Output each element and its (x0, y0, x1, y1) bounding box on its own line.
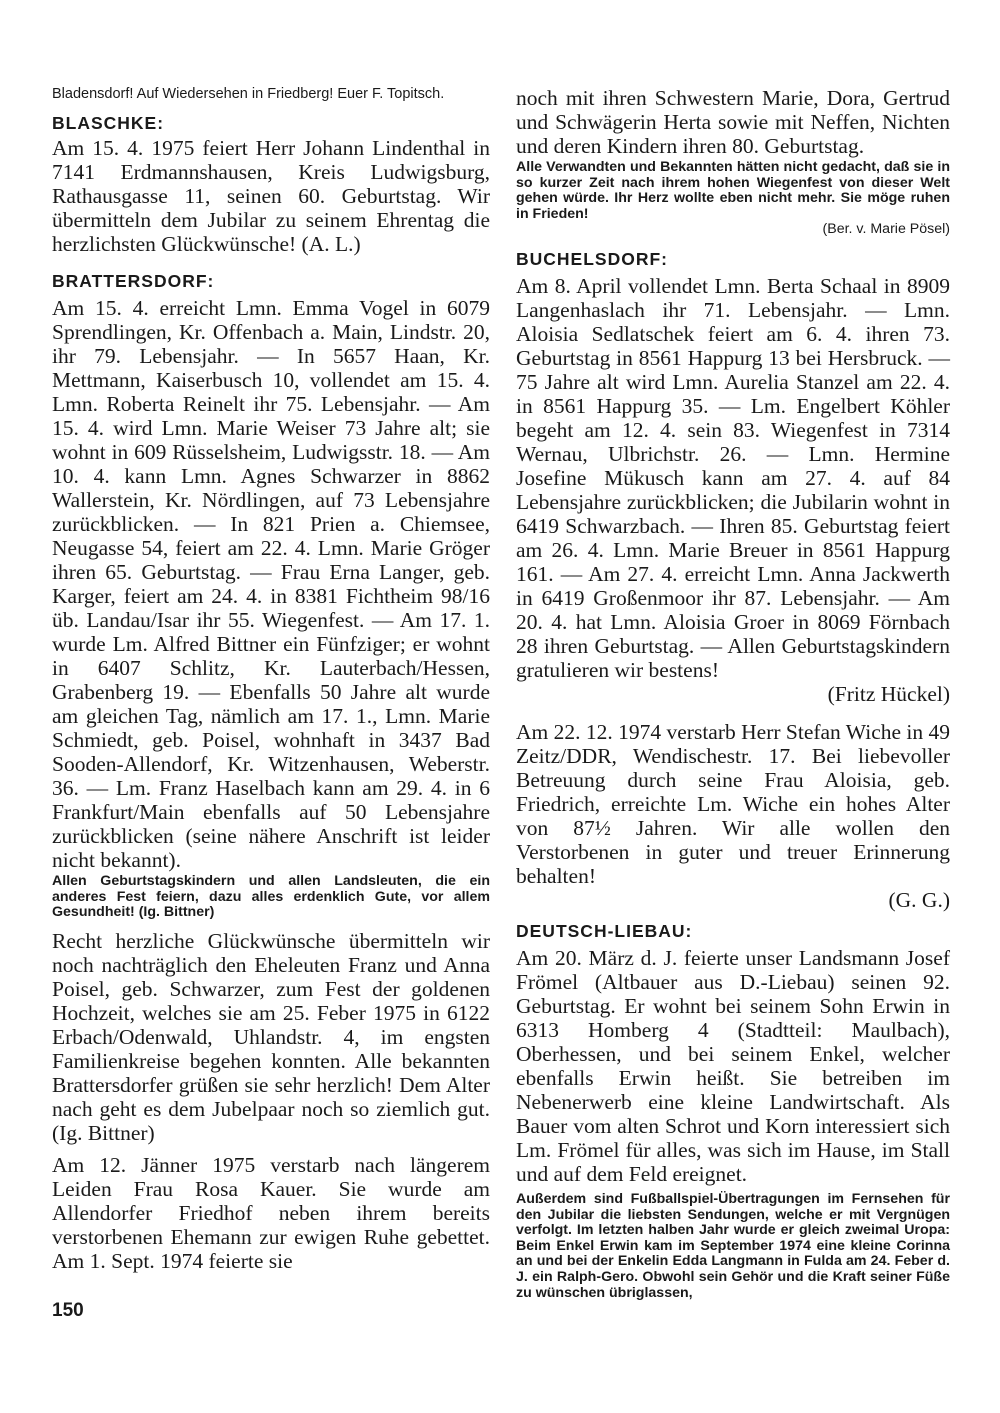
page-number: 150 (52, 1300, 84, 1321)
wiche-paragraph: Am 22. 12. 1974 verstarb Herr Stefan Wiche in 49 Zeitz/DDR, Wendischestr. 17. Bei liebevoller Betreuung durch seine Frau Aloisia, geb. Friedrich, erreichte Lm. Wiche ein hohes Alter von 87½ Jahren. Wir alle wollen den Verstorbenen in guter und treuer Erinnerung behalten! (516, 719, 951, 888)
left-column (52, 86, 490, 1273)
section-heading-deutsch-liebau: DEUTSCH-LIEBAU: (516, 920, 693, 941)
right-column (516, 86, 950, 1301)
continued-paragraph: noch mit ihren Schwestern Marie, Dora, Gertrud und Schwägerin Herta sowie mit Neffen, Nichten und deren Kindern ihren 80. Geburtstag. (516, 86, 950, 158)
intro-text: Bladensdorf! Auf Wiedersehen in Friedberg! Euer F. Topitsch. (52, 86, 445, 102)
brattersdorf-paragraph: Am 15. 4. erreicht Lmn. Emma Vogel in 6079 Sprendlingen, Kr. Offenbach a. Main, Lindstr. 20, ihr 79. Lebensjahr. — In 5657 Haan, Kr. Mettmann, Kaiserbusch 10, vollendet am 15. 4. Lmn. Roberta Reinelt ihr 75. Lebensjahr. — Am 15. 4. wird Lmn. Marie Weiser 73 Jahre alt; sie wohnt in 609 Rüsselsheim, Ludwigsstr. 18. — Am 10. 4. kann Lmn. Agnes Schwarzer in 8862 Wallerstein, Kr. Nördlingen, auf 73 Lebensjahre zurückblicken. — In 821 Prien a. Chiemsee, Neugasse 54, feiert am 22. 4. Lmn. Marie Gröger ihren 65. Geburtstag. — Frau Erna Langer, geb. Karger, feiert am 24. 4. in 8381 Fichtheim 98/16 üb. Landau/Isar ihr 55. Wiegenfest. — Am 17. 1. wurde Lm. Alfred Bittner ein Fünfziger; er wohnt in 6407 Schlitz, Kr. Lauterbach/Hessen, Grabenberg 19. — Ebenfalls 50 Jahre alt wurde am gleichen Tag, nämlich am 17. 1., Lmn. Marie Schmiedt, geb. Poisel, wohnhaft in 3437 Bad Sooden-Allendorf, Kr. Witzenhausen, Weberstr. 36. — Lm. Franz Haselbach kann am 29. 4. in 6 Frankfurt/Main ebenfalls auf 50 Lebensjahre zurückblicken (seine nähere Anschrift ist leider nicht bekannt). (52, 296, 490, 872)
deutsch-liebau-note: Außerdem sind Fußballspiel-Übertragungen im Fernsehen für den Jubilar die liebsten Sendungen, welche er mit Vergnügen verfolgt. Im letzten halben Jahr wurde er gleich zweimal Uropa: Beim Enkel Erwin kam im September 1974 eine kleine Corinna an und bei der Enkelin Edda Langmann in Fulda am 24. Feber d. J. ein Ralph-Gero. Obwohl sein Gehör und die Kraft seiner Füße zu wünschen übriglassen, (516, 1190, 950, 1301)
buchelsdorf-paragraph: Am 8. April vollendet Lmn. Berta Schaal in 8909 Langenhaslach ihr 71. Lebensjahr. — Lmn. Aloisia Sedlatschek feiert am 6. 4. ihren 73. Geburtstag in 8561 Happurg 13 bei Hersbruck. — 75 Jahre alt wird Lmn. Aurelia Stanzel am 22. 4. in 8561 Happurg 35. — Lm. Engelbert Köhler begeht am 12. 4. sein 83. Wiegenfest in 7314 Wernau, Ulbrichstr. 26. — Lmn. Hermine Josefine Mükusch kann am 27. 4. auf 84 Lebensjahre zurückblicken; die Jubilarin wohnt in 6419 Schwarzbach. — Ihren 85. Geburtstag feiert am 26. 4. Lmn. Marie Breuer in 8561 Happurg 161. — Am 27. 4. erreicht Lmn. Anna Jackwerth in 6419 Großenmoor ihr 87. Lebensjahr. — Am 20. 4. hat Lmn. Aloisia Groer in 8069 Förnbach 28 ihren Geburtstag. — Allen Geburtstagskindern gratulieren wir bestens! (516, 273, 950, 682)
poisel-paragraph: Recht herzliche Glückwünsche übermitteln wir noch nachträglich den Eheleuten Franz und Anna Poisel, geb. Schwarzer, zum Fest der goldenen Hochzeit, welches sie am 25. Feber 1975 in 6122 Erbach/Odenwald, Uhlandstr. 4, im engsten Familienkreise begehen konnten. Alle bekannten Brattersdorfer grüßen sie sehr herzlich! Dem Alter nach geht es dem Jubelpaar noch so ziemlich gut. (Ig. Bittner) (52, 928, 490, 1145)
brattersdorf-greeting: Allen Geburtstagskindern und allen Landsleuten, die ein anderes Fest feiern, dazu alles erdenklich Gute, vor allem Gesundheit! (Ig. Bittner) (52, 873, 490, 921)
section-heading-brattersdorf: BRATTERSDORF: (52, 271, 215, 291)
wiche-signature: (G. G.) (888, 887, 950, 912)
continued-signature: (Ber. v. Marie Pösel) (822, 221, 950, 238)
section-heading-buchelsdorf: BUCHELSDORF: (516, 248, 668, 269)
blaschke-paragraph: Am 15. 4. 1975 feiert Herr Johann Lindenthal in 7141 Erdmannshausen, Kreis Ludwigsburg, Rathausgasse 11, seinen 60. Geburtstag. Wir übermitteln dem Jubilar zu seinem Ehrentag die herzlichsten Glückwünsche! (A. L.) (52, 136, 490, 256)
buchelsdorf-signature: (Fritz Hückel) (827, 681, 950, 706)
kauer-paragraph: Am 12. Jänner 1975 verstarb nach längerem Leiden Frau Rosa Kauer. Sie wurde am Allendorfer Friedhof neben ihrem bereits verstorbenen Ehemann zur ewigen Ruhe gebettet. Am 1. Sept. 1974 feierte sie (52, 1152, 490, 1273)
continued-note: Alle Verwandten und Bekannten hätten nicht gedacht, daß sie in so kurzer Zeit nach ihrem hohen Wiegenfest von dieser Welt gehen würde. Ihr Herz wollte eben nicht mehr. Sie möge ruhen in Frieden! (516, 159, 950, 222)
section-heading-blaschke: BLASCHKE: (52, 113, 165, 133)
deutsch-liebau-paragraph: Am 20. März d. J. feierte unser Landsmann Josef Frömel (Altbauer aus D.-Liebau) seinen 92. Geburtstag. Er wohnt bei seinem Sohn Erwin in 6313 Homberg 4 (Stadtteil: Maulbach), Oberhessen, und bei seinem Enkel, welcher ebenfalls Erwin heißt. Sie betreiben im Nebenerwerb eine kleine Landwirtschaft. Als Bauer vom alten Schrot und Korn interessiert sich Lm. Frömel für alles, was sich im Hause, im Stall und auf dem Feld ereignet. (516, 945, 950, 1186)
